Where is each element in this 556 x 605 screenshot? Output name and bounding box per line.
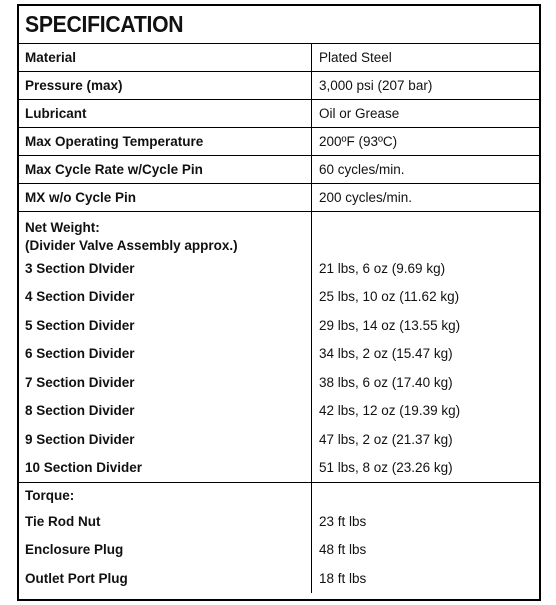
spec-row-pressure — [19, 72, 539, 100]
weight-label: 4 Section Divider — [25, 289, 135, 305]
spec-value: 200 cycles/min. — [319, 190, 413, 205]
net-weight-group — [19, 212, 539, 483]
torque-value: 18 ft lbs — [319, 570, 367, 586]
weight-value: 21 lbs, 6 oz (9.69 kg) — [319, 260, 446, 276]
spacer — [312, 212, 539, 236]
weight-value: 51 lbs, 8 oz (23.26 kg) — [319, 460, 453, 476]
weight-label: 7 Section Divider — [25, 374, 135, 390]
weight-label: 9 Section Divider — [25, 431, 135, 447]
torque-value: 23 ft lbs — [319, 513, 367, 529]
torque-values — [312, 483, 539, 593]
spec-label: Max Cycle Rate w/Cycle Pin — [19, 156, 312, 183]
spec-value: 3,000 psi (207 bar) — [319, 78, 433, 93]
torque-group — [19, 483, 539, 593]
spec-row-cycle-rate — [19, 156, 539, 184]
weight-label: 6 Section Divider — [25, 346, 135, 362]
spec-label: Max Operating Temperature — [19, 128, 312, 155]
weight-label: 8 Section Divider — [25, 403, 135, 419]
spec-label: Lubricant — [19, 100, 312, 127]
spec-row-lubricant — [19, 100, 539, 128]
net-weight-values — [312, 212, 539, 482]
weight-label: 5 Section Divider — [25, 317, 135, 333]
weight-value: 29 lbs, 14 oz (13.55 kg) — [319, 317, 461, 333]
spec-row-material — [19, 44, 539, 72]
weight-value: 42 lbs, 12 oz (19.39 kg) — [319, 403, 461, 419]
spec-value: 60 cycles/min. — [319, 162, 405, 177]
table-title-text: SPECIFICATION — [25, 11, 184, 37]
weight-value: 25 lbs, 10 oz (11.62 kg) — [319, 289, 460, 305]
weight-label: 10 Section Divider — [25, 460, 143, 476]
weight-value: 47 lbs, 2 oz (21.37 kg) — [319, 431, 453, 447]
spec-value: Plated Steel — [319, 50, 392, 65]
net-weight-subheading: (Divider Valve Assembly approx.) — [25, 237, 238, 253]
torque-label: Enclosure Plug — [25, 542, 124, 558]
spec-row-mx — [19, 184, 539, 212]
torque-value: 48 ft lbs — [319, 542, 367, 558]
net-weight-heading: Net Weight: — [25, 219, 100, 235]
weight-value: 34 lbs, 2 oz (15.47 kg) — [319, 346, 453, 362]
weight-label: 3 Section DIvider — [25, 260, 135, 276]
spec-row-temperature — [19, 128, 539, 156]
torque-labels — [19, 483, 312, 593]
spacer — [312, 483, 539, 507]
torque-label: Outlet Port Plug — [25, 570, 128, 586]
spec-value: Oil or Grease — [319, 106, 400, 121]
torque-heading: Torque: — [25, 487, 75, 503]
spec-label: Pressure (max) — [19, 72, 312, 99]
net-weight-labels — [19, 212, 312, 482]
spec-label: Material — [19, 44, 312, 71]
specification-table — [17, 4, 541, 601]
weight-value: 38 lbs, 6 oz (17.40 kg) — [319, 374, 453, 390]
table-title — [19, 6, 539, 44]
torque-label: Tie Rod Nut — [25, 513, 101, 529]
spec-label: MX w/o Cycle Pin — [19, 184, 312, 211]
spacer — [312, 236, 539, 254]
spec-value: 200ºF (93ºC) — [319, 134, 398, 149]
